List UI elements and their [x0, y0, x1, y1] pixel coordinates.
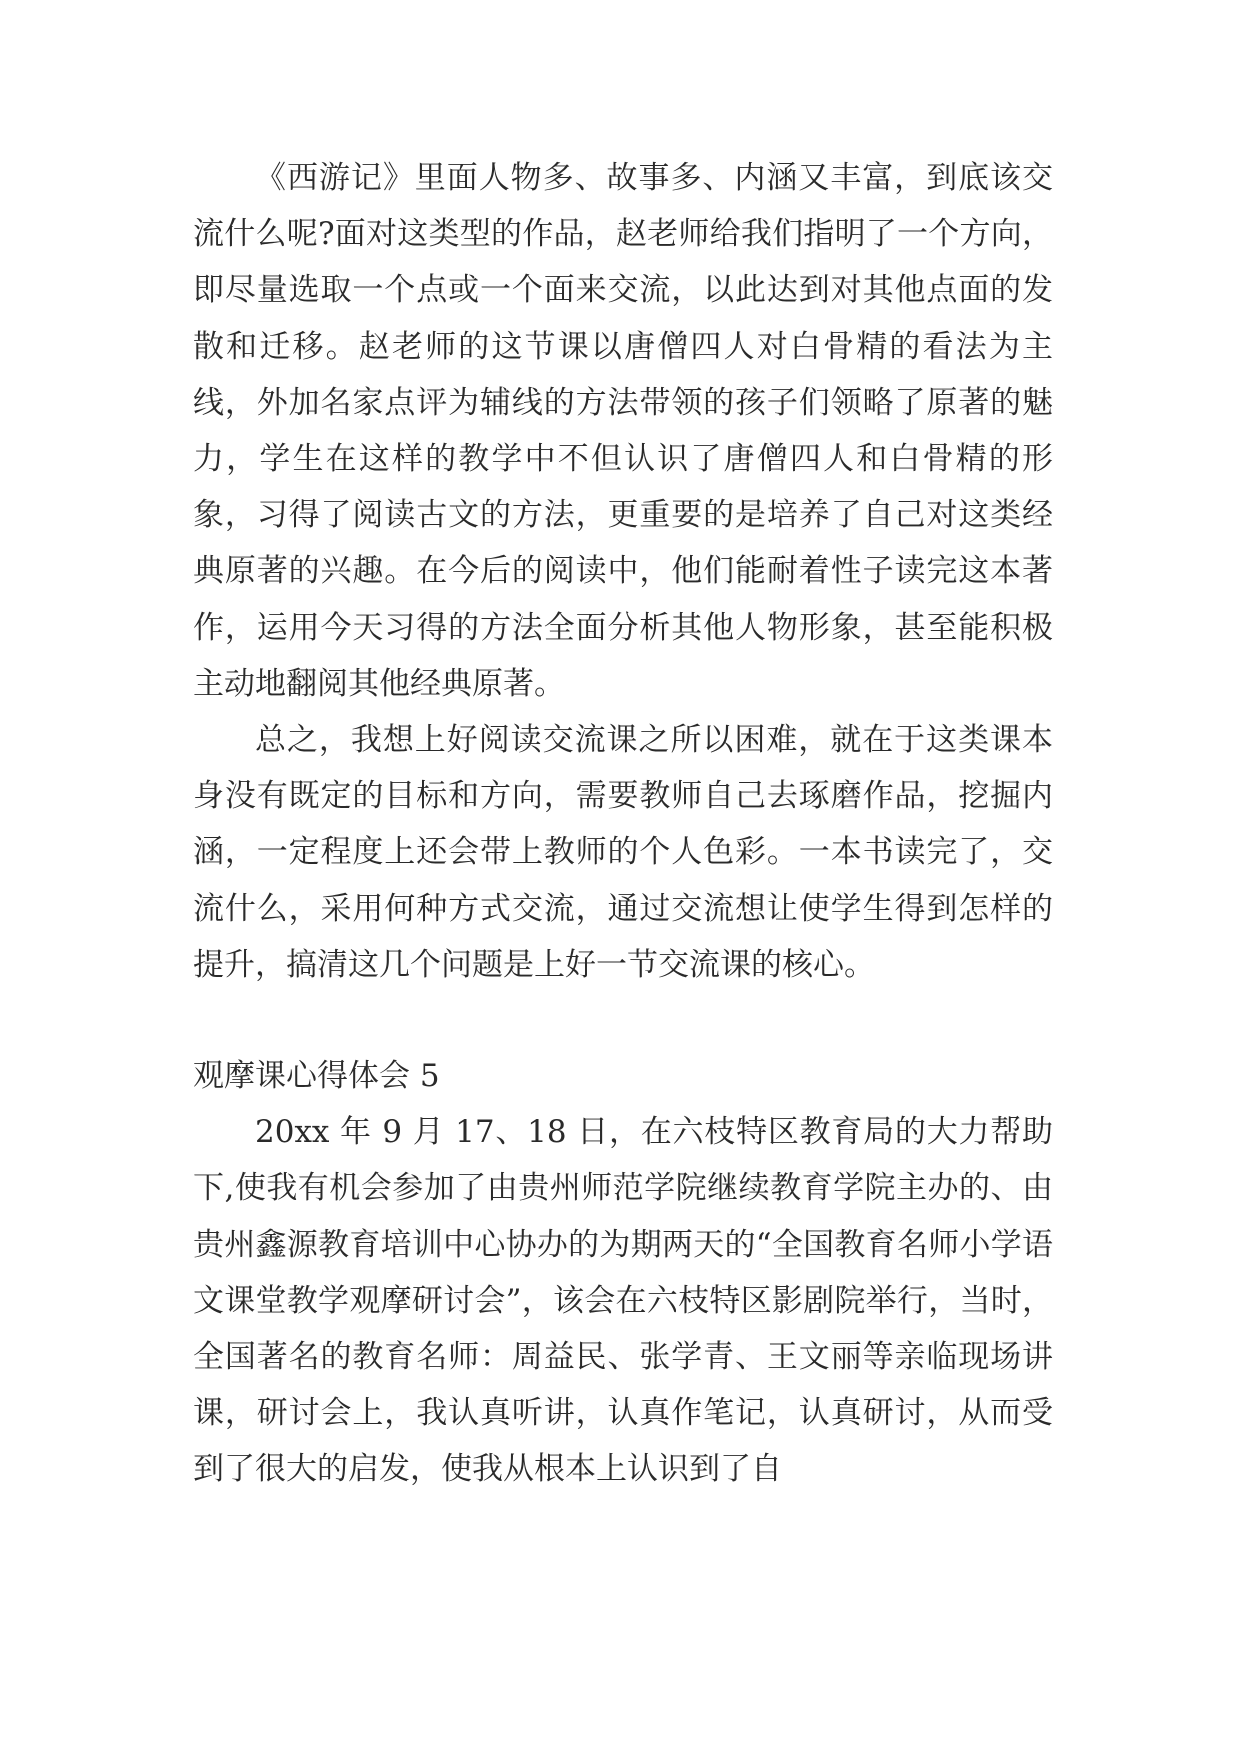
paragraph-conclusion: 总之，我想上好阅读交流课之所以困难，就在于这类课本身没有既定的目标和方向，需要教师自己去琢磨作品，挖掘内涵，一定程度上还会带上教师的个人色彩。一本书读完了，交流什么，采用何种方式交流，通过交流想让使学生得到怎样的提升，搞清这几个问题是上好一节交流课的核心。 [193, 722, 1053, 983]
paragraph-seminar-intro: 20xx 年 9 月 17、18 日，在六枝特区教育局的大力帮助下,使我有机会参加了由贵州师范学院继续教育学院主办的、由贵州鑫源教育培训中心协办的为期两天的“全国教育名师小学语文课堂教学观摩研讨会”，该会在六枝特区影剧院举行，当时，全国著名的教育名师：周益民、张学青、王文丽等亲临现场讲课，研讨会上，我认真听讲，认真作笔记，认真研讨，从而受到了很大的启发，使我从根本上认识到了自 [193, 1114, 1053, 1488]
paragraph-xiyouji-discussion: 《西游记》里面人物多、故事多、内涵又丰富，到底该交流什么呢?面对这类型的作品，赵老师给我们指明了一个方向，即尽量选取一个点或一个面来交流，以此达到对其他点面的发散和迁移。赵老师的这节课以唐僧四人对白骨精的看法为主线，外加名家点评为辅线的方法带领的孩子们领略了原著的魅力，学生在这样的教学中不但认识了唐僧四人和白骨精的形象，习得了阅读古文的方法，更重要的是培养了自己对这类经典原著的兴趣。在今后的阅读中，他们能耐着性子读完这本著作，运用今天习得的方法全面分析其他人物形象，甚至能积极主动地翻阅其他经典原著。 [193, 160, 1053, 702]
document-body [193, 150, 1053, 1498]
section-heading: 观摩课心得体会 5 [193, 1058, 440, 1095]
